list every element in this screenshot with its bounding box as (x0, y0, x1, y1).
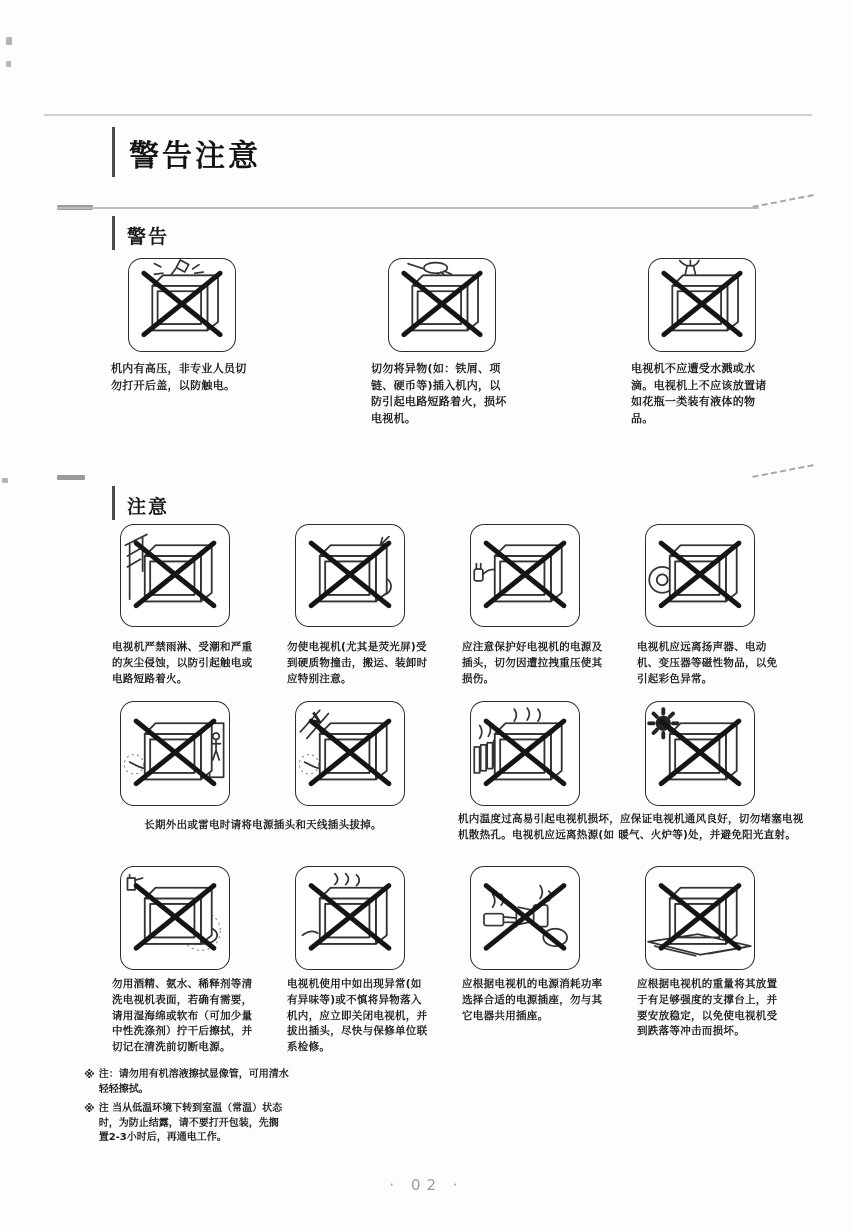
no-shared-socket-icon (470, 866, 580, 970)
caution-caption: 应根据电视机的电源消耗功率选择合适的电源插座，勿与其它电器共用插座。 (462, 978, 603, 1022)
no-heat-source-icon (470, 701, 580, 806)
no-insert-objects-icon (388, 258, 496, 352)
no-liquids-on-tv-icon (648, 258, 756, 352)
unplug-lightning-icon (295, 701, 405, 806)
section-divider-diagonal (752, 464, 813, 478)
no-direct-sunlight-icon (645, 701, 755, 806)
warning-caption: 切勿将异物(如：铁屑、项链、硬币等)插入机内，以防引起电路短路着火，损坏电视机。 (371, 362, 507, 425)
caution-heading: 注意 (127, 496, 170, 518)
caution-caption: 勿使电视机(尤其是荧光屏)受到硬质物撞击，搬运、装卸时应特别注意。 (287, 641, 428, 685)
no-screen-impact-icon (295, 524, 405, 627)
caution-pair-caption: 长期外出或雷电时请将电源插头和天线插头拔掉。 (144, 819, 382, 831)
warning-heading: 警告 (127, 226, 170, 248)
note-symbol-icon: ※ (84, 1102, 95, 1115)
footnote (84, 1068, 296, 1097)
caution-pair-caption: 机内温度过高易引起电视机损坏，应保证电视机通风良好，切勿堵塞电视机散热孔。电视机应远离热源(如 暖气、火炉等)处，并避免阳光直射。 (458, 813, 804, 841)
caution-caption: 电视机应远离扬声器、电动机、变压器等磁性物品，以免引起彩色异常。 (637, 641, 778, 685)
abnormal-stop-use-icon (295, 866, 405, 970)
scan-artifact (2, 478, 8, 483)
caution-caption: 电视机使用中如出现异常(如有异味等)或不慎将异物落入机内，应立即关闭电视机，并拔出插头，尽快与保修单位联系检修。 (287, 978, 428, 1053)
page-number: · 02 · (389, 1176, 464, 1194)
section-divider-line (57, 207, 759, 209)
caution-caption: 电视机严禁雨淋、受潮和严重的灰尘侵蚀，以防引起触电或电路短路着火。 (112, 641, 253, 685)
no-open-back-icon (128, 258, 236, 352)
caution-caption: 应根据电视机的重量将其放置于有足够强度的支撑台上，并要安放稳定，以免使电视机受到跌落等冲击而损坏。 (637, 978, 778, 1038)
warning-caption: 机内有高压，非专业人员切勿打开后盖，以防触电。 (111, 362, 247, 392)
no-magnetic-objects-icon (645, 524, 755, 627)
unplug-when-away-icon (120, 701, 230, 806)
top-rule (44, 114, 812, 116)
scan-artifact (6, 61, 11, 67)
note-symbol-icon: ※ (84, 1068, 95, 1081)
caution-caption: 应注意保护好电视机的电源及插头，切勿因遭拉拽重压使其损伤。 (462, 641, 603, 685)
no-rain-moisture-icon (120, 524, 230, 627)
warning-caption: 电视机不应遭受水溅或水滴。电视机上不应该放置诸如花瓶一类装有液体的物品。 (631, 362, 767, 425)
section-divider-dash (57, 475, 85, 480)
title-accent-bar (112, 127, 115, 177)
protect-power-cord-icon (470, 524, 580, 627)
footnote-text: 注：请勿用有机溶液擦拭显像管，可用清水轻轻擦拭。 (98, 1069, 289, 1095)
stable-placement-icon (645, 866, 755, 970)
footnote (84, 1102, 284, 1146)
footnote-text: 注 当从低温环境下转到室温（常温）状态时，为防止结露，请不要打开包装，先搁置2-3小时后，再通电工作。 (98, 1103, 283, 1143)
section-accent-bar (112, 486, 115, 520)
scan-artifact (6, 37, 12, 45)
page-title: 警告注意 (129, 139, 261, 174)
no-solvent-cleaning-icon (120, 866, 230, 970)
section-accent-bar (112, 216, 115, 250)
caution-caption: 勿用酒精、氨水、稀释剂等清洗电视机表面，若确有需要，请用湿海绵或软布（可加少量中性洗涤剂）拧干后擦拭，并切记在清洗前切断电源。 (112, 978, 253, 1053)
section-divider-diagonal (752, 194, 813, 208)
